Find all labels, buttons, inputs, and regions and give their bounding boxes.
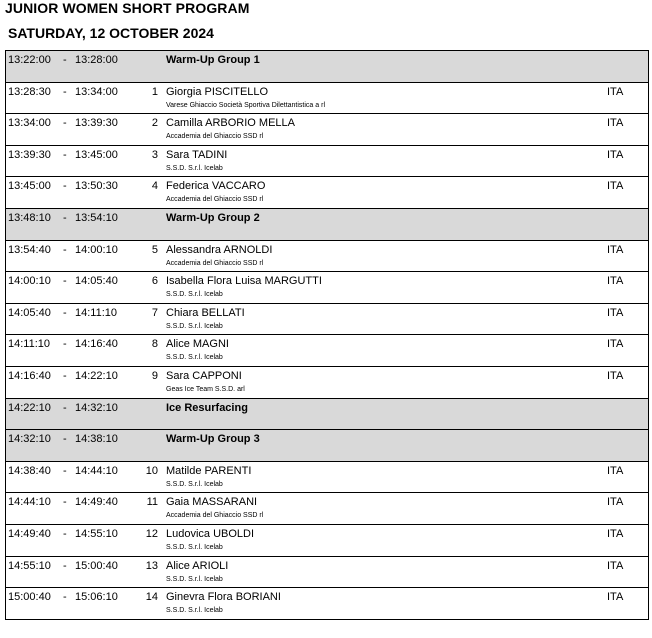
start-time: 13:22:00 bbox=[8, 54, 51, 66]
start-number: 10 bbox=[145, 464, 158, 477]
start-time: 14:44:10 bbox=[8, 496, 51, 509]
skater-row bbox=[5, 304, 649, 336]
skater-name: Camilla ARBORIO MELLA bbox=[166, 117, 295, 130]
nation-code: ITA bbox=[607, 559, 624, 572]
skater-row bbox=[5, 525, 649, 557]
skater-row bbox=[5, 557, 649, 589]
nation-code: ITA bbox=[607, 591, 624, 604]
start-number: 14 bbox=[145, 591, 158, 604]
skater-name: Alice MAGNI bbox=[166, 338, 229, 351]
time-separator: - bbox=[63, 591, 67, 604]
nation-code: ITA bbox=[607, 496, 624, 509]
end-time: 13:39:30 bbox=[75, 117, 118, 130]
end-time: 15:06:10 bbox=[75, 591, 118, 604]
nation-code: ITA bbox=[607, 117, 624, 130]
end-time: 14:11:10 bbox=[75, 306, 118, 319]
group-row bbox=[5, 399, 649, 431]
time-separator: - bbox=[63, 180, 67, 193]
club-name: Accademia del Ghiaccio SSD rl bbox=[166, 512, 264, 520]
group-label: Ice Resurfacing bbox=[166, 401, 248, 414]
end-time: 14:22:10 bbox=[75, 369, 118, 382]
start-time: 13:28:30 bbox=[8, 85, 51, 98]
group-row bbox=[5, 209, 649, 241]
start-number: 3 bbox=[151, 148, 158, 161]
club-name: S.S.D. S.r.l. Icelab bbox=[166, 322, 223, 330]
end-time: 14:00:10 bbox=[75, 243, 118, 256]
time-separator: - bbox=[63, 243, 67, 256]
skater-row bbox=[5, 177, 649, 209]
group-label: Warm-Up Group 3 bbox=[166, 433, 260, 446]
club-name: Accademia del Ghiaccio SSD rl bbox=[166, 196, 264, 204]
start-time: 13:34:00 bbox=[8, 117, 51, 130]
end-time: 14:44:10 bbox=[75, 464, 118, 477]
end-time: 14:49:40 bbox=[75, 496, 118, 509]
start-number: 9 bbox=[151, 369, 158, 382]
nation-code: ITA bbox=[607, 180, 624, 193]
time-separator: - bbox=[63, 54, 67, 66]
start-time: 14:00:10 bbox=[8, 275, 51, 288]
start-time: 15:00:40 bbox=[8, 591, 51, 604]
start-time: 13:45:00 bbox=[8, 180, 51, 193]
time-separator: - bbox=[63, 496, 67, 509]
start-number: 5 bbox=[151, 243, 158, 256]
skater-row bbox=[5, 146, 649, 178]
club-name: Geas Ice Team S.S.D. arl bbox=[166, 385, 245, 393]
time-separator: - bbox=[63, 527, 67, 540]
nation-code: ITA bbox=[607, 527, 624, 540]
start-number: 4 bbox=[151, 180, 158, 193]
start-time: 14:22:10 bbox=[8, 401, 51, 414]
end-time: 14:05:40 bbox=[75, 275, 118, 288]
time-separator: - bbox=[63, 338, 67, 351]
time-separator: - bbox=[63, 401, 67, 414]
time-separator: - bbox=[63, 559, 67, 572]
skater-name: Alessandra ARNOLDI bbox=[166, 243, 273, 256]
time-separator: - bbox=[63, 117, 67, 130]
skater-name: Ludovica UBOLDI bbox=[166, 527, 255, 540]
club-name: S.S.D. S.r.l. Icelab bbox=[166, 291, 223, 299]
start-time: 14:11:10 bbox=[8, 338, 51, 351]
skater-row bbox=[5, 335, 649, 367]
skater-name: Chiara BELLATI bbox=[166, 306, 245, 319]
start-number: 13 bbox=[145, 559, 158, 572]
club-name: S.S.D. S.r.l. Icelab bbox=[166, 575, 223, 583]
time-separator: - bbox=[63, 433, 67, 446]
start-time: 14:32:10 bbox=[8, 433, 51, 446]
club-name: Varese Ghiaccio Società Sportiva Dilettantistica a rl bbox=[166, 101, 325, 109]
nation-code: ITA bbox=[607, 464, 624, 477]
skater-name: Alice ARIOLI bbox=[166, 559, 229, 572]
skater-row bbox=[5, 493, 649, 525]
start-time: 13:39:30 bbox=[8, 148, 51, 161]
skater-name: Sara TADINI bbox=[166, 148, 228, 161]
skater-row bbox=[5, 241, 649, 273]
end-time: 14:16:40 bbox=[75, 338, 118, 351]
skater-row bbox=[5, 462, 649, 494]
start-time: 14:55:10 bbox=[8, 559, 51, 572]
end-time: 13:54:10 bbox=[75, 211, 118, 224]
club-name: S.S.D. S.r.l. Icelab bbox=[166, 354, 223, 362]
time-separator: - bbox=[63, 148, 67, 161]
skater-row bbox=[5, 588, 649, 620]
club-name: Accademia del Ghiaccio SSD rl bbox=[166, 259, 264, 267]
end-time: 15:00:40 bbox=[75, 559, 118, 572]
end-time: 14:38:10 bbox=[75, 433, 118, 446]
start-number: 2 bbox=[151, 117, 158, 130]
nation-code: ITA bbox=[607, 306, 624, 319]
group-label: Warm-Up Group 2 bbox=[166, 211, 260, 224]
end-time: 13:50:30 bbox=[75, 180, 118, 193]
group-label: Warm-Up Group 1 bbox=[166, 54, 260, 66]
group-row bbox=[5, 430, 649, 462]
end-time: 13:45:00 bbox=[75, 148, 118, 161]
end-time: 14:55:10 bbox=[75, 527, 118, 540]
end-time: 13:28:00 bbox=[75, 54, 118, 66]
page-title: JUNIOR WOMEN SHORT PROGRAM bbox=[5, 0, 250, 16]
skater-name: Federica VACCARO bbox=[166, 180, 266, 193]
skater-name: Isabella Flora Luisa MARGUTTI bbox=[166, 275, 322, 288]
club-name: S.S.D. S.r.l. Icelab bbox=[166, 543, 223, 551]
start-time: 14:16:40 bbox=[8, 369, 51, 382]
start-time: 13:48:10 bbox=[8, 211, 51, 224]
time-separator: - bbox=[63, 369, 67, 382]
end-time: 13:34:00 bbox=[75, 85, 118, 98]
time-separator: - bbox=[63, 85, 67, 98]
nation-code: ITA bbox=[607, 85, 624, 98]
start-time: 14:38:40 bbox=[8, 464, 51, 477]
start-time: 13:54:40 bbox=[8, 243, 51, 256]
start-number: 6 bbox=[151, 275, 158, 288]
start-number: 8 bbox=[151, 338, 158, 351]
start-number: 1 bbox=[151, 85, 158, 98]
start-number: 12 bbox=[145, 527, 158, 540]
start-number: 7 bbox=[151, 306, 158, 319]
nation-code: ITA bbox=[607, 369, 624, 382]
skater-name: Gaia MASSARANI bbox=[166, 496, 258, 509]
group-row bbox=[5, 51, 649, 83]
nation-code: ITA bbox=[607, 243, 624, 256]
end-time: 14:32:10 bbox=[75, 401, 118, 414]
skater-name: Sara CAPPONI bbox=[166, 369, 242, 382]
club-name: S.S.D. S.r.l. Icelab bbox=[166, 607, 223, 615]
schedule-table bbox=[5, 50, 649, 620]
club-name: Accademia del Ghiaccio SSD rl bbox=[166, 133, 264, 141]
skater-row bbox=[5, 367, 649, 399]
start-number: 11 bbox=[146, 496, 158, 509]
skater-row bbox=[5, 272, 649, 304]
time-separator: - bbox=[63, 275, 67, 288]
nation-code: ITA bbox=[607, 338, 624, 351]
time-separator: - bbox=[63, 211, 67, 224]
skater-row bbox=[5, 83, 649, 115]
time-separator: - bbox=[63, 306, 67, 319]
page-date: SATURDAY, 12 OCTOBER 2024 bbox=[8, 25, 214, 41]
nation-code: ITA bbox=[607, 275, 624, 288]
skater-row bbox=[5, 114, 649, 146]
start-time: 14:05:40 bbox=[8, 306, 51, 319]
club-name: S.S.D. S.r.l. Icelab bbox=[166, 480, 223, 488]
nation-code: ITA bbox=[607, 148, 624, 161]
club-name: S.S.D. S.r.l. Icelab bbox=[166, 164, 223, 172]
start-time: 14:49:40 bbox=[8, 527, 51, 540]
time-separator: - bbox=[63, 464, 67, 477]
skater-name: Matilde PARENTI bbox=[166, 464, 252, 477]
skater-name: Ginevra Flora BORIANI bbox=[166, 591, 281, 604]
skater-name: Giorgia PISCITELLO bbox=[166, 85, 269, 98]
